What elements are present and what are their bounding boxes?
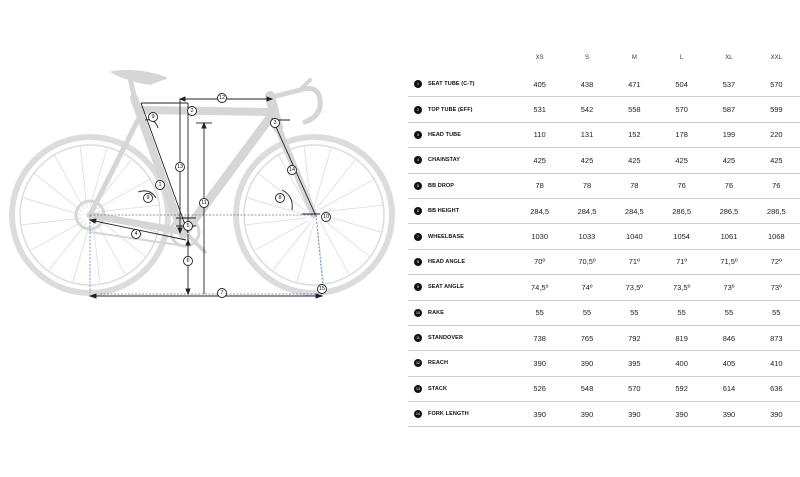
table-cell: 73º xyxy=(753,275,800,300)
table-cell: 76 xyxy=(705,173,752,198)
table-cell: 1054 xyxy=(658,224,705,249)
row-label-cell xyxy=(408,198,516,223)
table-cell: 636 xyxy=(753,376,800,401)
table-row xyxy=(408,122,800,147)
size-header-xs: XS xyxy=(535,55,544,61)
row-label-cell xyxy=(408,402,516,427)
row-number-badge: 2 xyxy=(414,106,422,114)
table-cell: 390 xyxy=(753,402,800,427)
marker-4 xyxy=(132,230,141,239)
row-number-badge: 5 xyxy=(414,182,422,190)
table-cell: 78 xyxy=(516,173,563,198)
marker-15 xyxy=(318,285,327,294)
table-cell: 425 xyxy=(611,148,658,173)
row-label-cell xyxy=(408,325,516,350)
row-label: TOP TUBE (EFF) xyxy=(428,106,473,113)
table-cell: 390 xyxy=(516,402,563,427)
table-cell: 178 xyxy=(658,122,705,147)
table-cell: 504 xyxy=(658,72,705,97)
table-cell: 390 xyxy=(563,402,610,427)
table-cell: 526 xyxy=(516,376,563,401)
table-cell: 55 xyxy=(658,300,705,325)
row-label-cell xyxy=(408,97,516,122)
table-row xyxy=(408,275,800,300)
table-cell: 74,5º xyxy=(516,275,563,300)
table-cell: 390 xyxy=(658,402,705,427)
marker-5 xyxy=(184,222,193,231)
table-cell: 425 xyxy=(705,148,752,173)
table-cell: 1068 xyxy=(753,224,800,249)
table-cell: 220 xyxy=(753,122,800,147)
table-cell: 765 xyxy=(563,325,610,350)
row-number-badge: 12 xyxy=(414,359,422,367)
row-label: WHEELBASE xyxy=(428,233,465,240)
svg-text:6: 6 xyxy=(186,258,190,264)
marker-2 xyxy=(188,107,197,116)
row-label-cell xyxy=(408,300,516,325)
table-cell: 792 xyxy=(611,325,658,350)
marker-12 xyxy=(218,94,227,103)
table-cell: 548 xyxy=(563,376,610,401)
table-cell: 73,5º xyxy=(611,275,658,300)
table-cell: 592 xyxy=(658,376,705,401)
table-cell: 531 xyxy=(516,97,563,122)
table-row xyxy=(408,249,800,274)
table-cell: 78 xyxy=(563,173,610,198)
row-number-badge: 14 xyxy=(414,410,422,418)
row-number-badge: 7 xyxy=(414,233,422,241)
size-header-xxl: XXL xyxy=(770,55,782,61)
table-row xyxy=(408,325,800,350)
svg-text:13: 13 xyxy=(176,164,184,170)
table-row xyxy=(408,148,800,173)
table-cell: 71,5º xyxy=(705,249,752,274)
svg-text:14: 14 xyxy=(288,167,296,173)
table-cell: 819 xyxy=(658,325,705,350)
table-row xyxy=(408,97,800,122)
table-cell: 110 xyxy=(516,122,563,147)
row-label-cell xyxy=(408,249,516,274)
table-cell: 570 xyxy=(611,376,658,401)
table-cell: 286,5 xyxy=(705,198,752,223)
table-cell: 1033 xyxy=(563,224,610,249)
svg-text:5: 5 xyxy=(186,223,190,229)
table-row xyxy=(408,300,800,325)
table-cell: 78 xyxy=(611,173,658,198)
table-cell: 400 xyxy=(658,351,705,376)
row-label: STANDOVER xyxy=(428,335,464,342)
table-row xyxy=(408,198,800,223)
size-header-xl: XL xyxy=(725,55,733,61)
row-label: RAKE xyxy=(428,309,444,316)
row-label: BB DROP xyxy=(428,182,455,189)
table-cell: 1030 xyxy=(516,224,563,249)
svg-text:9: 9 xyxy=(151,114,155,120)
marker-13 xyxy=(176,163,185,172)
table-cell: 55 xyxy=(516,300,563,325)
table-cell: 570 xyxy=(753,72,800,97)
svg-text:7: 7 xyxy=(220,290,224,296)
row-label: HEAD TUBE xyxy=(428,131,461,138)
row-number-badge: 3 xyxy=(414,131,422,139)
table-cell: 70º xyxy=(516,249,563,274)
svg-text:9: 9 xyxy=(146,195,150,201)
size-header-m: M xyxy=(631,55,637,61)
row-label: FORK LENGTH xyxy=(428,411,469,418)
size-header-s: S xyxy=(584,55,589,61)
row-label-cell xyxy=(408,173,516,198)
marker-1 xyxy=(156,181,165,190)
table-cell: 471 xyxy=(611,72,658,97)
table-cell: 425 xyxy=(516,148,563,173)
bike-geometry-diagram xyxy=(0,0,400,320)
table-cell: 558 xyxy=(611,97,658,122)
svg-text:12: 12 xyxy=(218,95,226,101)
marker-14 xyxy=(288,166,297,175)
table-cell: 390 xyxy=(611,402,658,427)
table-cell: 73,5º xyxy=(658,275,705,300)
table-cell: 390 xyxy=(563,351,610,376)
marker-8 xyxy=(276,194,285,203)
marker-11 xyxy=(200,199,209,208)
table-cell: 537 xyxy=(705,72,752,97)
table-cell: 738 xyxy=(516,325,563,350)
geometry-table xyxy=(408,44,800,427)
table-cell: 76 xyxy=(753,173,800,198)
table-cell: 131 xyxy=(563,122,610,147)
svg-text:2: 2 xyxy=(190,108,194,114)
row-label: REACH xyxy=(428,360,449,367)
table-cell: 405 xyxy=(705,351,752,376)
table-cell: 74º xyxy=(563,275,610,300)
row-number-badge: 6 xyxy=(414,207,422,215)
row-number-badge: 8 xyxy=(414,258,422,266)
table-cell: 55 xyxy=(563,300,610,325)
table-cell: 587 xyxy=(705,97,752,122)
size-header-l: L xyxy=(679,55,684,61)
table-cell: 72º xyxy=(753,249,800,274)
row-label: CHAINSTAY xyxy=(428,157,461,164)
svg-text:1: 1 xyxy=(158,182,162,188)
svg-text:11: 11 xyxy=(201,200,207,206)
svg-text:10: 10 xyxy=(322,214,330,220)
table-row xyxy=(408,72,800,97)
row-number-badge: 4 xyxy=(414,156,422,164)
row-label: HEAD ANGLE xyxy=(428,258,466,265)
table-cell: 284,5 xyxy=(563,198,610,223)
row-number-badge: 13 xyxy=(414,385,422,393)
svg-text:15: 15 xyxy=(318,286,326,292)
table-row xyxy=(408,173,800,198)
table-cell: 71º xyxy=(658,249,705,274)
table-cell: 542 xyxy=(563,97,610,122)
table-row xyxy=(408,351,800,376)
table-cell: 614 xyxy=(705,376,752,401)
table-cell: 425 xyxy=(563,148,610,173)
marker-7 xyxy=(218,289,227,298)
row-label-cell xyxy=(408,351,516,376)
row-number-badge: 1 xyxy=(414,80,422,88)
row-label: BB HEIGHT xyxy=(428,208,460,215)
table-cell: 71º xyxy=(611,249,658,274)
row-label-cell xyxy=(408,275,516,300)
marker-3 xyxy=(271,119,280,128)
marker-10 xyxy=(322,213,331,222)
table-cell: 284,5 xyxy=(611,198,658,223)
row-label: SEAT ANGLE xyxy=(428,284,464,291)
table-cell: 570 xyxy=(658,97,705,122)
svg-text:4: 4 xyxy=(134,231,138,237)
table-cell: 846 xyxy=(705,325,752,350)
table-cell: 425 xyxy=(753,148,800,173)
table-cell: 1040 xyxy=(611,224,658,249)
table-cell: 55 xyxy=(753,300,800,325)
table-row xyxy=(408,402,800,427)
table-cell: 55 xyxy=(705,300,752,325)
table-cell: 873 xyxy=(753,325,800,350)
table-row xyxy=(408,376,800,401)
size-header-empty xyxy=(408,44,516,72)
table-cell: 395 xyxy=(611,351,658,376)
svg-text:3: 3 xyxy=(273,120,277,126)
table-cell: 76 xyxy=(658,173,705,198)
marker-9 xyxy=(144,194,153,203)
row-number-badge: 11 xyxy=(414,334,422,342)
row-label-cell xyxy=(408,122,516,147)
table-cell: 152 xyxy=(611,122,658,147)
table-cell: 405 xyxy=(516,72,563,97)
table-cell: 1061 xyxy=(705,224,752,249)
row-label-cell xyxy=(408,72,516,97)
row-number-badge: 10 xyxy=(414,309,422,317)
row-label-cell xyxy=(408,148,516,173)
table-cell: 73º xyxy=(705,275,752,300)
marker-9b xyxy=(149,113,158,122)
row-label: STACK xyxy=(428,385,448,392)
table-cell: 70,5º xyxy=(563,249,610,274)
table-cell: 438 xyxy=(563,72,610,97)
table-cell: 410 xyxy=(753,351,800,376)
marker-6 xyxy=(184,257,193,266)
table-cell: 390 xyxy=(516,351,563,376)
table-cell: 390 xyxy=(705,402,752,427)
table-cell: 599 xyxy=(753,97,800,122)
row-label-cell xyxy=(408,224,516,249)
table-cell: 284,5 xyxy=(516,198,563,223)
row-label: SEAT TUBE (C-T) xyxy=(428,81,475,88)
table-cell: 286,5 xyxy=(753,198,800,223)
size-header-row xyxy=(408,44,800,72)
row-number-badge: 9 xyxy=(414,283,422,291)
table-row xyxy=(408,224,800,249)
table-cell: 425 xyxy=(658,148,705,173)
table-cell: 286,5 xyxy=(658,198,705,223)
svg-text:8: 8 xyxy=(278,195,282,201)
row-label-cell xyxy=(408,376,516,401)
table-cell: 55 xyxy=(611,300,658,325)
table-cell: 199 xyxy=(705,122,752,147)
